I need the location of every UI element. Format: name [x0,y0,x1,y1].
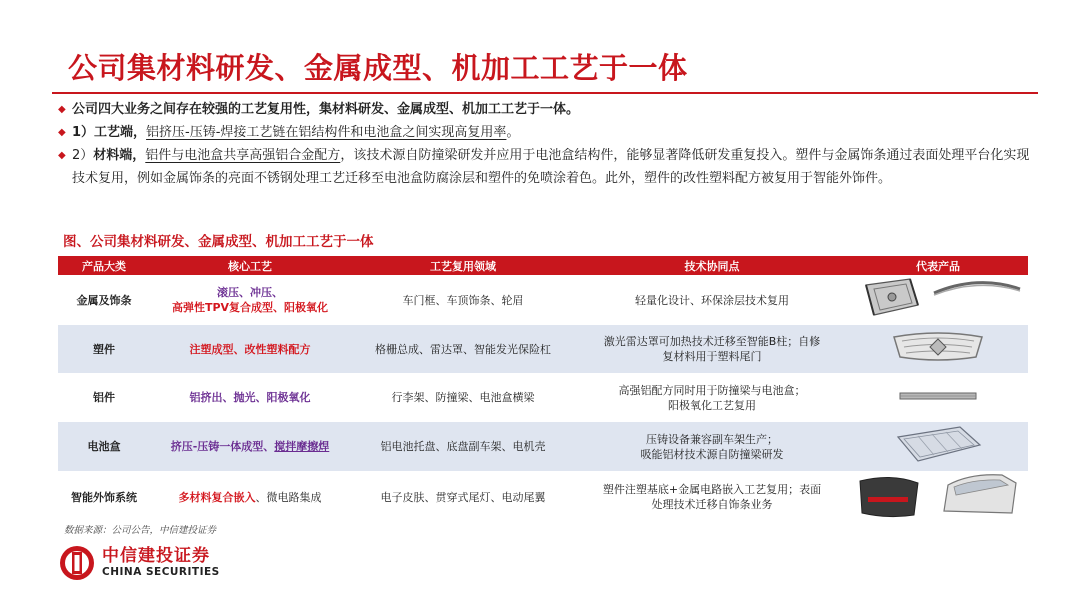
synergy-line: 阳极氧化工艺复用 [668,398,756,412]
bullet-3-highlight: 铝件与电池盒共享高强铝合金配方 [145,148,341,163]
product-image-cell [848,325,1028,373]
header-synergy: 技术协同点 [576,256,848,275]
row-reuse: 电子皮肤、贯穿式尾灯、电动尾翼 [350,471,576,523]
title-divider [52,92,1038,94]
table-row [58,275,1028,325]
row-category: 塑件 [58,325,150,373]
product-image-cell [848,422,1028,471]
figure-title: 图、公司集材料研发、金属成型、机加工工艺于一体 [63,234,374,250]
diamond-bullet-icon: ◆ [58,127,66,138]
process-table [58,256,1028,523]
process-text: 多材料复合嵌入 [178,490,256,504]
bullet-3-prefix: 2） [72,148,94,163]
table-row [58,325,1028,373]
bullet-3 [58,144,1038,190]
row-category: 智能外饰系统 [58,471,150,523]
row-synergy [576,325,848,373]
table-row [58,471,1028,523]
row-synergy [576,422,848,471]
source-note: 数据来源：公司公告，中信建投证券 [64,525,217,536]
bullet-2 [58,121,1038,144]
process-text: 搅拌摩擦焊 [274,440,330,453]
diamond-bullet-icon: ◆ [58,150,66,161]
process-text: 注塑成型、改性塑料配方 [189,342,311,356]
battery-tray-image [890,423,986,467]
product-image-cell [848,275,1028,325]
bullet-2-tail: 。 [506,125,520,140]
diamond-bullet-icon: ◆ [58,104,66,115]
logo-english-name: CHINA SECURITIES [102,566,220,578]
synergy-line: 复材料用于塑料尾门 [662,350,762,363]
row-process [150,373,350,422]
row-process [150,275,350,325]
row-synergy: 轻量化设计、环保涂层技术复用 [576,275,848,325]
synergy-line: 处理技术迁移自饰条业务 [651,498,773,511]
aluminum-beam-image [898,388,978,404]
process-line: 滚压、冲压、 [217,286,283,299]
bullet-3-label: 材料端， [93,148,146,163]
process-text: 、微电路集成 [255,490,322,504]
bullet-list [58,98,1038,190]
row-process [150,422,350,471]
synergy-line: 激光雷达罩可加热技术迁移至智能B柱；自修 [603,335,821,348]
seat-frame-rail-image [852,275,1024,321]
row-process [150,471,350,523]
synergy-line: 压铸设备兼容副车架生产； [646,432,778,446]
bullet-2-label: 1）工艺端， [72,125,147,140]
header-category: 产品大类 [58,256,150,275]
header-products: 代表产品 [848,256,1028,275]
row-reuse: 行李架、防撞梁、电池盒横梁 [350,373,576,422]
citic-logo-icon [58,544,96,582]
header-reuse: 工艺复用领域 [350,256,576,275]
process-line: 高弹性TPV复合成型、阳极氧化 [171,301,329,314]
row-category: 铝件 [58,373,150,422]
row-reuse: 格栅总成、雷达罩、智能发光保险杠 [350,325,576,373]
row-synergy [576,471,848,523]
company-logo [58,544,220,582]
tailgate-door-image [852,471,1024,519]
row-category: 金属及饰条 [58,275,150,325]
bullet-1 [58,98,1038,121]
process-text: 铝挤出、抛光、阳极氧化 [189,391,311,404]
bullet-3-tail: ，该技术源自防撞梁研发并应用于电池盒结构件，能够显著降低研发重复投入。塑件与金属饰条通过表面处理平台化实现技术复用，例如金属饰条的亮面不锈钢处理工艺迁移至电池盒防腐涂层和塑件的免喷涂着色。此外，塑件的改性塑料配方被复用于智能外饰件。 [72,148,1030,186]
table-row [58,373,1028,422]
product-image-cell [848,373,1028,422]
row-process [150,325,350,373]
bullet-1-text: 公司四大业务之间存在较强的工艺复用性，集材料研发、金属成型、机加工工艺于一体。 [72,102,580,117]
synergy-line: 塑件注塑基底+金属电路嵌入工艺复用；表面 [602,483,822,496]
logo-chinese-name: 中信建投证券 [102,546,210,566]
row-synergy [576,373,848,422]
product-image-cell [848,471,1028,523]
table-row [58,422,1028,471]
process-text: 挤压-压铸一体成型、 [170,440,275,453]
header-process: 核心工艺 [150,256,350,275]
synergy-line: 高强铝配方同时用于防撞梁与电池盒； [618,383,806,397]
synergy-line: 吸能铝材技术源自防撞梁研发 [640,447,784,461]
grille-image [888,329,988,365]
row-reuse: 车门框、车顶饰条、轮眉 [350,275,576,325]
row-reuse: 铝电池托盘、底盘副车架、电机壳 [350,422,576,471]
table-header-row [58,256,1028,275]
row-category: 电池盒 [58,422,150,471]
page-title: 公司集材料研发、金属成型、机加工工艺于一体 [68,51,688,85]
bullet-2-highlight: 铝挤压-压铸-焊接工艺链在铝结构件和电池盒之间实现高复用率 [146,125,507,140]
